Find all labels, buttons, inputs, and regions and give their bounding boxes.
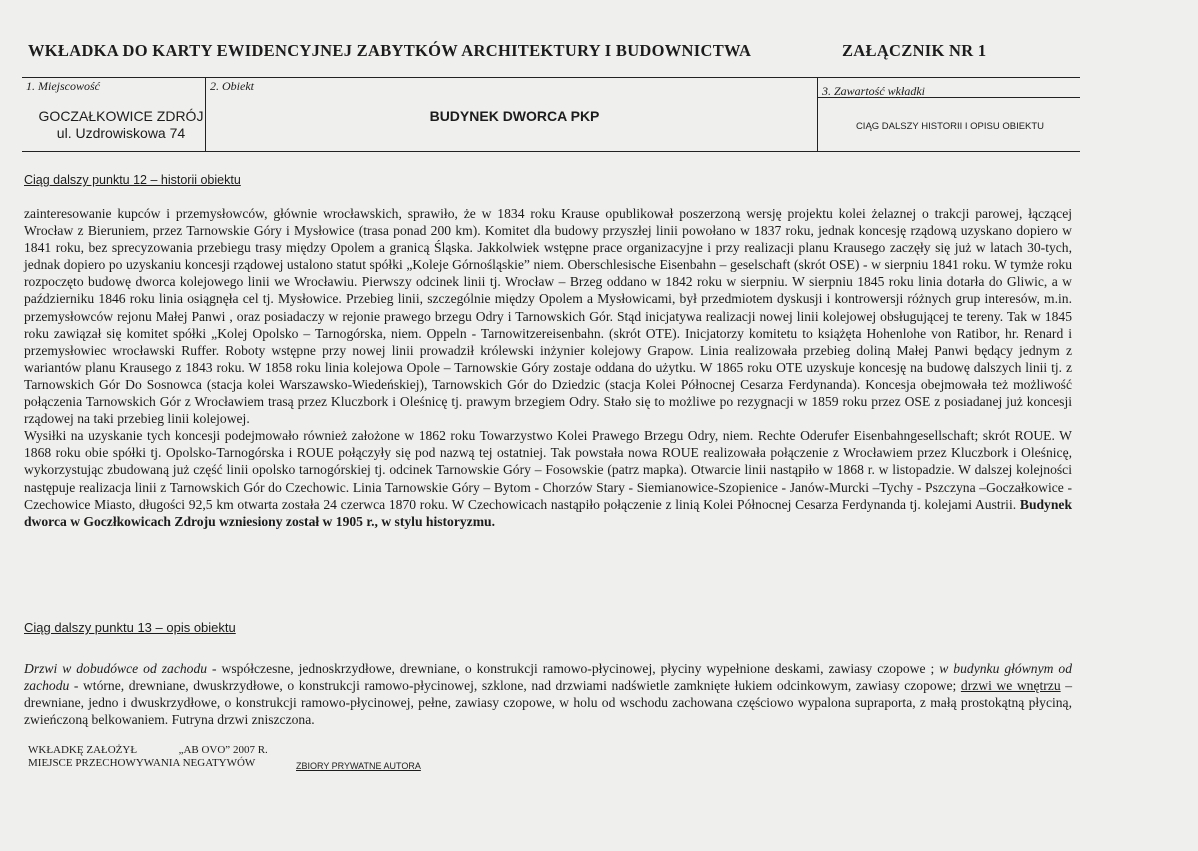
negatives-location-value: ZBIORY PRYWATNE AUTORA xyxy=(296,761,421,771)
interior-doors-label: drzwi we wnętrzu xyxy=(960,678,1061,694)
door-main-west-label: w budynku głównym od zachodu xyxy=(24,661,1072,694)
document-title: WKŁADKA DO KARTY EWIDENCYJNEJ ZABYTKÓW ARCHITEKTURY I BUDOWNICTWA xyxy=(28,41,752,60)
interior-doors-text: – drewniane, jedno i dwuskrzydłowe, o konstrukcji ramowo-płycinowej, pełne, zawiasy czopowe, w holu od wschodu zachowana częściowo wypalona supraporta, z małą prostokątną płyciną, zwieńczoną belkowaniem. Futryna drzwi zniszczona. xyxy=(24,678,1072,728)
history-paragraph-2: Wysiłki na uzyskanie tych koncesji podejmowało również założone w 1862 roku Towarzystwo Kolei Prawego Brzegu Odry, niem. Rechte Oderufer Eisenbahngesellschaft; skrót ROUE. W 1868 roku obie spółki tj. Opolsko-Tarnogórska i ROUE połączyły się pod nazwą tej ostatniej. Tak powstała nowa ROUE realizowała połączenie z Wrocławiem przez Kluczbork i Oleśnicę, wykorzystując zbudowaną już część linii opolsko tarnogórskiej tj. odcinek Tarnowskie Góry – Fosowskie (patrz mapka). Otwarcie linii nastąpiło w 1868 r. w listopadzie. W dalszej kolejności następuje realizacja linii z Tarnowskich Gór do Czechowic. Linia Tarnowskie Góry – Bytom - Chorzów Stary - Siemianowice-Szopienice - Janów-Murcki –Tychy - Pszczyna –Goczałkowice - Czechowice Miasto, długości 92,5 km otwarta została 24 czerwca 1870 roku. W Czechowicach nastąpiło połączenie z linią Kolei Północnej Cesarza Ferdynanda tj. kolejami Austrii. xyxy=(24,428,1072,512)
locality-label: 1. Miejscowość xyxy=(26,79,100,93)
object-label: 2. Obiekt xyxy=(210,79,254,93)
history-text xyxy=(24,205,1072,530)
door-west-extension-label: Drzwi w dobudówce od zachodu xyxy=(24,661,208,676)
locality-name: GOCZAŁKOWICE ZDRÓJ xyxy=(38,108,204,124)
section-13-heading: Ciąg dalszy punktu 13 – opis obiektu xyxy=(24,620,236,635)
history-conclusion: Budynek dworca w Goczłkowicach Zdroju wzniesiony został w 1905 r., w stylu historyzmu. xyxy=(24,496,1073,529)
form-bottom-line xyxy=(22,151,1080,152)
negatives-location-label: MIEJSCE PRZECHOWYWANIA NEGATYWÓW xyxy=(28,757,256,769)
locality-street: ul. Uzdrowiskowa 74 xyxy=(56,125,186,141)
contents-label: 3. Zawartość wkładki xyxy=(822,84,926,98)
created-by-value: „AB OVO” 2007 R. xyxy=(178,744,268,756)
door-west-extension-text: - współczesne, jednoskrzydłowe, drewniane, o konstrukcji ramowo-płycinowej, płyciny wypełnione deskami, zawiasy czopowe ; xyxy=(207,661,935,676)
created-by xyxy=(28,744,268,756)
created-by-label: WKŁADKĘ ZAŁOŻYŁ xyxy=(28,744,138,756)
contents-value: CIĄG DALSZY HISTORII I OPISU OBIEKTU xyxy=(855,121,1045,132)
object-value: BUDYNEK DWORCA PKP xyxy=(429,108,600,124)
history-paragraph-1: zainteresowanie kupców i przemysłowców, głównie wrocławskich, sprawiło, że w 1834 roku Krause opublikował poszerzoną wersję projektu kolei żelaznej o trakcji parowej, łączącej Wrocław z Bieruniem, przez Tarnowskie Góry i Mysłowice (trasa ponad 200 km). Komitet dla budowy przyszłej linii powołano w 1837 roku, jednak koncesję rządową uzyskano dopiero w 1841 roku, bez sprecyzowania przebiegu trasy między Opolem a granicą Śląska. Jakkolwiek wstępne prace organizacyjne i przy realizacji planu Krausego zaczęły się już w latach 30-tych, jednak dopiero po uzyskaniu koncesji rządowej ustalono statut spółki „Koleje Górnośląskie” niem. Oberschlesische Eisenbahn – geselschaft (skrót OSE) - w sierpniu 1841 roku. W tymże roku rozpoczęto budowę dworca kolejowego linii we Wrocławiu. Pierwszy odcinek linii tj. Wrocław – Brzeg oddano w 1842 roku w sierpniu. W sierpniu 1845 roku linia dotarła do Gliwic, a w październiku 1846 roku linia osiągnęła cel tj. Mysłowice. Przebieg linii, szczególnie między Opolem a Mysłowicami, był przedmiotem dyskusji i kontrowersji różnych grup interesów, m.in. przemysłowców rejonu Małej Panwi , oraz posiadaczy w rejonie prawego brzegu Odry i Tarnowskich Gór. Stąd inicjatywa realizacji nowej linii kolejowej obsługującej te tereny. Tak w 1845 roku zawiązał się komitet spółki „Kolej Opolsko – Tarnogórska, niem. Oppeln - Tarnowitzereisenbahn. (skrót OTE). Inicjatorzy komitetu to książęta Hohenlohe von Ratibor, hr. Renard i przemysłowiec wrocławski Ruffer. Roboty wstępne przy nowej linii prowadził królewski inżynier kolejowy Grapow. Linia realizowała przebieg doliną Małej Panwi będący jednym z wariantów planu Krausego z 1843 roku. W 1858 roku linia kolejowa Opole – Tarnowskie Góry zostaje oddana do użytku. W 1865 roku OTE uzyskuje koncesję na budowę dalszych linii tj. z Tarnowskich Gór Do Sosnowca (stacja kolei Warszawsko-Wiedeńskiej), Tarnowskich Gór do Dziedzic (stacja Kolei Północnej Cesarza Ferdynanda). Koncesja obejmowała też możliwość połączenia Tarnowskich Gór z Wrocławiem trasą przez Kluczbork i Oleśnicę tj. prawym brzegiem Odry. Stało się to możliwe po rezygnacji w 1859 roku przez OSE z posiadanej już koncesji rządowej na taki przebieg linii kolejowej. xyxy=(24,206,1072,427)
form-top-line xyxy=(22,77,1080,78)
attachment-number: ZAŁĄCZNIK NR 1 xyxy=(842,41,987,60)
description-text xyxy=(24,660,1072,728)
form-divider-2 xyxy=(817,77,818,151)
locality-value xyxy=(22,108,220,142)
section-12-heading: Ciąg dalszy punktu 12 – historii obiektu xyxy=(24,173,241,187)
door-main-west-text: - wtórne, drewniane, dwuskrzydłowe, o konstrukcji ramowo-płycinowej, szklone, nad drzwiami nadświetle zamknięte łukiem odcinkowym, zawiasy czopowe; xyxy=(69,678,957,694)
